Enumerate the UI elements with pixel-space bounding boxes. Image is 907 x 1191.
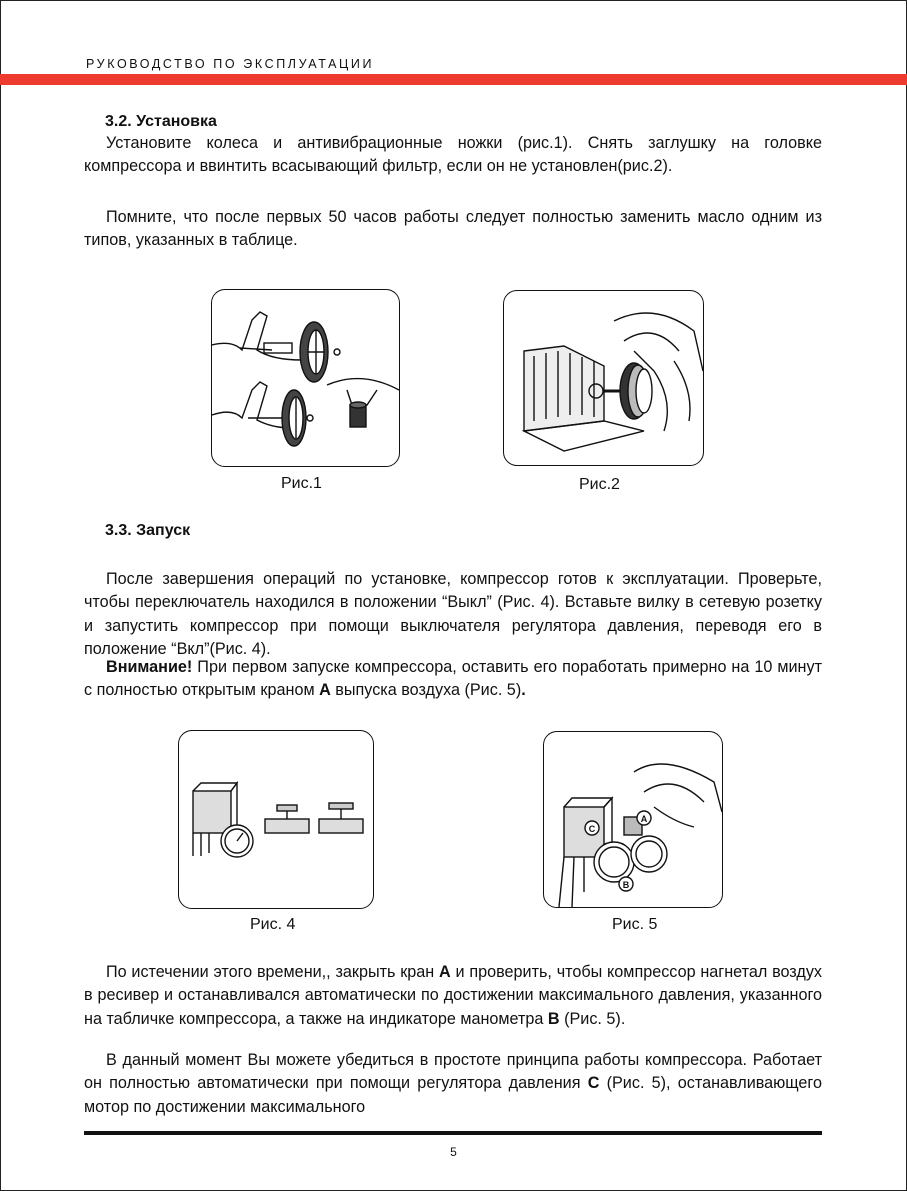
figure-5-caption: Рис. 5 (612, 916, 658, 933)
heading-installation: 3.2. Установка (105, 113, 217, 130)
startup-paragraph-1: После завершения операций по установке, компрессор готов к эксплуатации. Проверьте, чтобы переключатель находился в положении “Выкл” (Рис. 4). Вставьте вилку в сетевую розетку и запустить компрессор при помощи выключателя регулятора давления, переводя его в положение “Вкл”(Рис. 4). (84, 570, 822, 659)
startup-warning-paragraph: Внимание! При первом запуске компрессора, оставить его поработать примерно на 10 минут с полностью открытым краном A выпуска воздуха (Рис. 5). (84, 658, 822, 700)
figure-1-wheels-feet (211, 289, 400, 467)
figure-2-intake-filter (503, 290, 704, 466)
running-header: РУКОВОДСТВО ПО ЭКСПЛУАТАЦИИ (86, 57, 375, 71)
warning-label: Внимание! (106, 658, 193, 676)
callout-b: B (622, 880, 630, 890)
header-red-bar (0, 74, 907, 85)
figure-1-caption: Рис.1 (281, 475, 322, 492)
after-paragraph-1: По истечении этого времени,, закрыть кран A и проверить, чтобы компрессор нагнетал воздух в ресивер и останавливался автоматически по достижении максимального давления, указанного на табличке компрессора, а также на индикаторе манометра B (Рис. 5). (84, 963, 823, 1028)
install-paragraph-2: Помните, что после первых 50 часов работы следует полностью заменить масло одним из типов, указанных в таблице. (84, 208, 822, 250)
figure-4-pressure-switch (178, 730, 374, 909)
figure-5-regulator (543, 731, 723, 908)
figure-2-caption: Рис.2 (579, 476, 620, 493)
callout-c: C (588, 824, 596, 834)
heading-startup: 3.3. Запуск (105, 522, 191, 539)
figure-4-caption: Рис. 4 (250, 916, 296, 933)
install-paragraph-1: Установите колеса и антивибрационные ножки (рис.1). Снять заглушку на головке компрессора и ввинтить всасывающий фильтр, если он не установлен(рис.2). (84, 134, 822, 176)
footer-rule (84, 1131, 822, 1135)
after-paragraph-2: В данный момент Вы можете убедиться в простоте принципа работы компрессора. Работает он полностью автоматически при помощи регулятора давления C (Рис. 5), останавливающего мотор по достижении максимального (84, 1051, 822, 1116)
page-number: 5 (450, 1145, 457, 1159)
callout-a: A (640, 814, 648, 824)
